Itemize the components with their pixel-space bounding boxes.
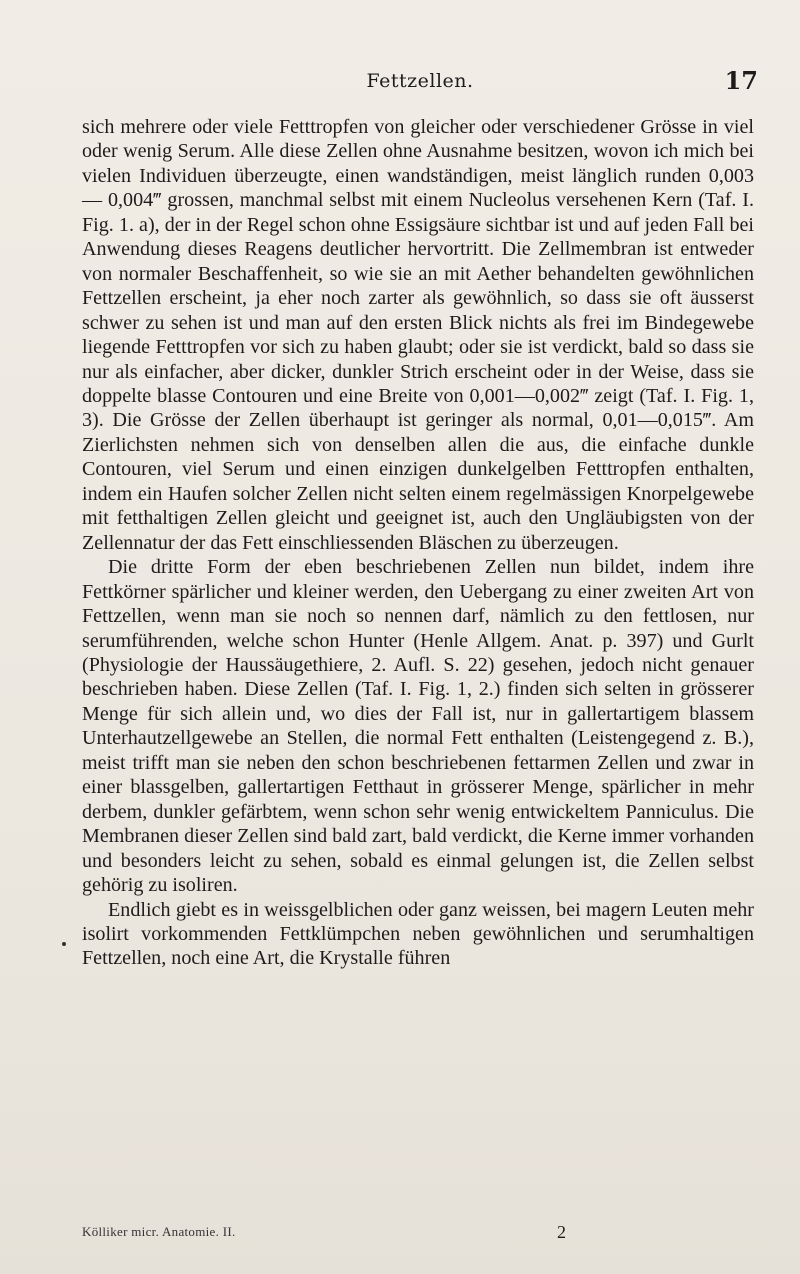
sheet-number: 2 (557, 1222, 566, 1242)
page-footer (82, 1224, 754, 1246)
page-header (80, 66, 760, 100)
paragraph-2: Die dritte Form der eben beschriebenen Zellen nun bildet, indem ihre Fettkörner spärlicher und kleiner werden, den Uebergang zu einer zweiten Art von Fettzellen, wenn man sie noch so nennen darf, nämlich zu den fettlosen, nur serumführenden, welche schon Hunter (Henle Allgem. Anat. p. 397) und Gurlt (Physiologie der Haussäugethiere, 2. Aufl. S. 22) gesehen, jedoch nicht genauer beschrieben haben. Diese Zellen (Taf. I. Fig. 1, 2.) finden sich selten in grösserer Menge für sich allein und, wo dies der Fall ist, nur in gallertartigem blassem Unterhautzellgewebe an Stellen, die normal Fett enthalten (Leistengegend z. B.), meist trifft man sie neben den schon beschriebenen fettarmen Zellen und zwar in einer blassgelben, gallertartigen Fetthaut in grösserer Menge, spärlicher in mehr derbem, dunkler gefärbtem, wenn schon sehr wenig entwickeltem Panniculus. Die Membranen dieser Zellen sind bald zart, bald verdickt, die Kerne immer vorhanden und besonders leicht zu sehen, sobald es einmal gelungen ist, die Zellen selbst gehörig zu isoliren. (82, 556, 754, 897)
printer-signature: Kölliker micr. Anatomie. II. (82, 1224, 236, 1239)
margin-speck (62, 942, 66, 946)
running-title: Fettzellen. (366, 70, 474, 92)
page-number: 17 (724, 66, 758, 95)
paragraph-1: sich mehrere oder viele Fetttropfen von gleicher oder verschiedener Grösse in viel oder wenig Serum. Alle diese Zellen ohne Ausnahme besitzen, wovon ich mich bei vielen Individuen überzeugte, einen wandständigen, meist länglich runden 0,003 — 0,004‴ grossen, manchmal selbst mit einem Nucleolus versehenen Kern (Taf. I. Fig. 1. a), der in der Regel schon ohne Essigsäure sichtbar ist und auf jeden Fall bei Anwendung dieses Reagens deutlicher hervortritt. Die Zellmembran ist entweder von normaler Beschaffenheit, so wie sie an mit Aether behandelten gewöhnlichen Fettzellen erscheint, ja eher noch zarter als gewöhnlich, so dass sie oft äusserst schwer zu sehen ist und man auf den ersten Blick nichts als frei im Bindegewebe liegende Fetttropfen vor sich zu haben glaubt; oder sie ist verdickt, bald so dass sie nur als einfacher, aber dicker, dunkler Strich erscheint oder in der Weise, dass sie doppelte blasse Contouren und eine Breite von 0,001—0,002‴ zeigt (Taf. I. Fig. 1, 3). Die Grösse der Zellen überhaupt ist geringer als normal, 0,01—0,015‴. Am Zierlichsten nehmen sich von denselben allen die aus, die einfache dunkle Contouren, viel Serum und einen einzigen dunkelgelben Fetttropfen enthalten, indem ein Haufen solcher Zellen nicht selten einem regelmässigen Knorpelgewebe mit fetthaltigen Zellen gleicht und geeignet ist, auch den Ungläubigsten von der Zellennatur der das Fett einschliessenden Bläschen zu überzeugen. (82, 116, 754, 554)
body-text (82, 115, 754, 971)
paragraph-3: Endlich giebt es in weissgelblichen oder ganz weissen, bei magern Leuten mehr isolirt vorkommenden Fettklümpchen neben gewöhnlichen und serumhaltigen Fettzellen, noch eine Art, die Krystalle führen (82, 898, 754, 970)
